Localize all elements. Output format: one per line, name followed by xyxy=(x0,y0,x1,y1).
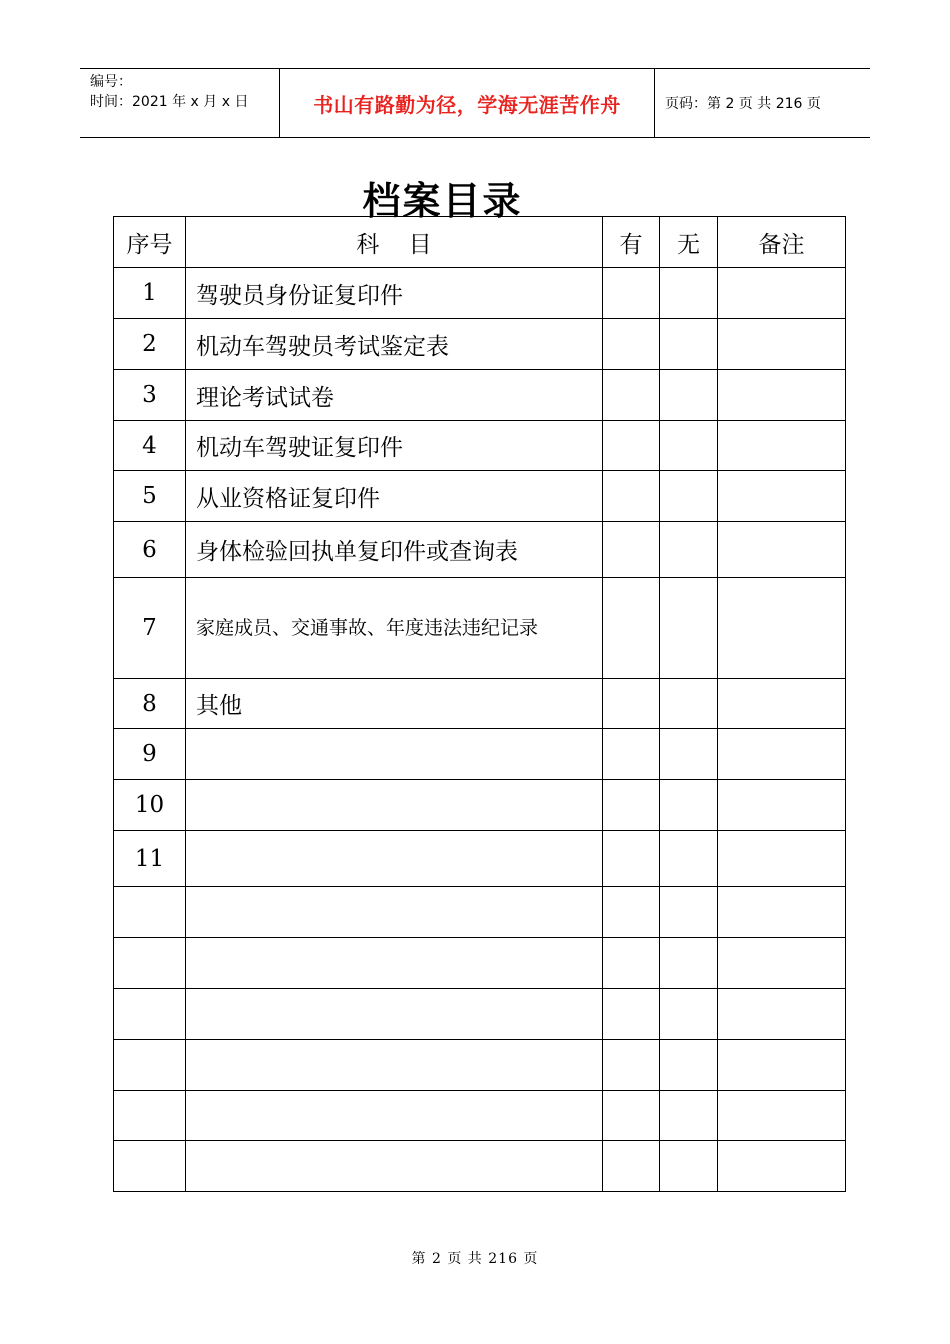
col-header-number: 序号 xyxy=(114,217,186,268)
row-remarks-cell[interactable] xyxy=(718,780,846,831)
page-footer: 第 2 页 共 216 页 xyxy=(411,1251,539,1267)
row-remarks-cell[interactable] xyxy=(718,1091,846,1141)
row-number: 2 xyxy=(114,319,186,370)
row-number: 11 xyxy=(114,831,186,887)
row-yes-cell[interactable] xyxy=(603,729,660,780)
row-no-cell[interactable] xyxy=(660,1040,718,1091)
table-row xyxy=(114,780,846,831)
row-subject: 身体检验回执单复印件或查询表 xyxy=(186,522,603,578)
table-row xyxy=(114,679,846,729)
table-row xyxy=(114,319,846,370)
row-number: 9 xyxy=(114,729,186,780)
row-yes-cell[interactable] xyxy=(603,780,660,831)
row-remarks-cell[interactable] xyxy=(718,989,846,1040)
row-remarks-cell[interactable] xyxy=(718,729,846,780)
row-yes-cell[interactable] xyxy=(603,1040,660,1091)
row-remarks-cell[interactable] xyxy=(718,1040,846,1091)
row-yes-cell[interactable] xyxy=(603,989,660,1040)
row-remarks-cell[interactable] xyxy=(718,938,846,989)
row-remarks-cell[interactable] xyxy=(718,679,846,729)
row-remarks-cell[interactable] xyxy=(718,887,846,938)
row-subject: 机动车驾驶证复印件 xyxy=(186,421,603,471)
row-number xyxy=(114,1141,186,1192)
row-subject xyxy=(186,729,603,780)
row-remarks-cell[interactable] xyxy=(718,319,846,370)
row-number: 1 xyxy=(114,268,186,319)
table-row xyxy=(114,989,846,1040)
row-number: 3 xyxy=(114,370,186,421)
row-yes-cell[interactable] xyxy=(603,887,660,938)
row-subject xyxy=(186,1141,603,1192)
row-remarks-cell[interactable] xyxy=(718,370,846,421)
row-no-cell[interactable] xyxy=(660,1141,718,1192)
col-header-no: 无 xyxy=(660,217,718,268)
row-remarks-cell[interactable] xyxy=(718,1141,846,1192)
row-subject xyxy=(186,1091,603,1141)
row-no-cell[interactable] xyxy=(660,989,718,1040)
table-header-row xyxy=(114,217,846,268)
row-number xyxy=(114,887,186,938)
row-yes-cell[interactable] xyxy=(603,522,660,578)
header-page-info: 页码：第 2 页 共 216 页 xyxy=(665,96,821,112)
row-yes-cell[interactable] xyxy=(603,831,660,887)
row-number xyxy=(114,1040,186,1091)
table-row xyxy=(114,1141,846,1192)
row-number xyxy=(114,1091,186,1141)
table-row xyxy=(114,370,846,421)
row-no-cell[interactable] xyxy=(660,729,718,780)
row-yes-cell[interactable] xyxy=(603,938,660,989)
row-yes-cell[interactable] xyxy=(603,1141,660,1192)
col-header-subject: 科 目 xyxy=(186,217,603,268)
row-subject: 家庭成员、交通事故、年度违法违纪记录 xyxy=(186,578,603,679)
row-subject xyxy=(186,989,603,1040)
table-row xyxy=(114,268,846,319)
row-number: 6 xyxy=(114,522,186,578)
row-no-cell[interactable] xyxy=(660,887,718,938)
row-no-cell[interactable] xyxy=(660,679,718,729)
table-row xyxy=(114,831,846,887)
table-row xyxy=(114,938,846,989)
row-no-cell[interactable] xyxy=(660,780,718,831)
row-remarks-cell[interactable] xyxy=(718,578,846,679)
row-subject xyxy=(186,831,603,887)
row-number: 8 xyxy=(114,679,186,729)
document-title: 档案目录 xyxy=(362,178,523,223)
col-header-remarks: 备注 xyxy=(718,217,846,268)
row-remarks-cell[interactable] xyxy=(718,522,846,578)
row-subject xyxy=(186,1040,603,1091)
row-remarks-cell[interactable] xyxy=(718,421,846,471)
row-no-cell[interactable] xyxy=(660,471,718,522)
row-number: 5 xyxy=(114,471,186,522)
col-header-yes: 有 xyxy=(603,217,660,268)
table-row xyxy=(114,471,846,522)
row-no-cell[interactable] xyxy=(660,319,718,370)
row-no-cell[interactable] xyxy=(660,268,718,319)
row-yes-cell[interactable] xyxy=(603,268,660,319)
row-subject xyxy=(186,780,603,831)
row-yes-cell[interactable] xyxy=(603,421,660,471)
row-yes-cell[interactable] xyxy=(603,679,660,729)
row-number xyxy=(114,989,186,1040)
row-no-cell[interactable] xyxy=(660,370,718,421)
number-label: 编号： xyxy=(90,74,132,90)
table-row xyxy=(114,729,846,780)
row-number: 4 xyxy=(114,421,186,471)
table-row xyxy=(114,1040,846,1091)
row-number: 7 xyxy=(114,578,186,679)
table-row xyxy=(114,578,846,679)
header-meta xyxy=(80,69,280,137)
row-number xyxy=(114,938,186,989)
row-subject: 从业资格证复印件 xyxy=(186,471,603,522)
row-no-cell[interactable] xyxy=(660,938,718,989)
row-subject: 机动车驾驶员考试鉴定表 xyxy=(186,319,603,370)
header-slogan: 书山有路勤为径，学海无涯苦作舟 xyxy=(280,69,655,137)
table-row xyxy=(114,1091,846,1141)
row-yes-cell[interactable] xyxy=(603,1091,660,1141)
row-no-cell[interactable] xyxy=(660,831,718,887)
row-no-cell[interactable] xyxy=(660,1091,718,1141)
time-label: 时间：2021 年 x 月 x 日 xyxy=(90,94,249,110)
page-header xyxy=(80,68,870,138)
row-no-cell[interactable] xyxy=(660,578,718,679)
row-yes-cell[interactable] xyxy=(603,578,660,679)
row-subject xyxy=(186,938,603,989)
row-yes-cell[interactable] xyxy=(603,471,660,522)
row-subject: 其他 xyxy=(186,679,603,729)
row-yes-cell[interactable] xyxy=(603,370,660,421)
row-remarks-cell[interactable] xyxy=(718,268,846,319)
row-remarks-cell[interactable] xyxy=(718,471,846,522)
row-remarks-cell[interactable] xyxy=(718,831,846,887)
row-no-cell[interactable] xyxy=(660,522,718,578)
table-row xyxy=(114,421,846,471)
table-row xyxy=(114,887,846,938)
row-subject: 驾驶员身份证复印件 xyxy=(186,268,603,319)
row-no-cell[interactable] xyxy=(660,421,718,471)
row-subject xyxy=(186,887,603,938)
row-yes-cell[interactable] xyxy=(603,319,660,370)
row-subject: 理论考试试卷 xyxy=(186,370,603,421)
table-row xyxy=(114,522,846,578)
row-number: 10 xyxy=(114,780,186,831)
archive-table xyxy=(113,216,846,1192)
